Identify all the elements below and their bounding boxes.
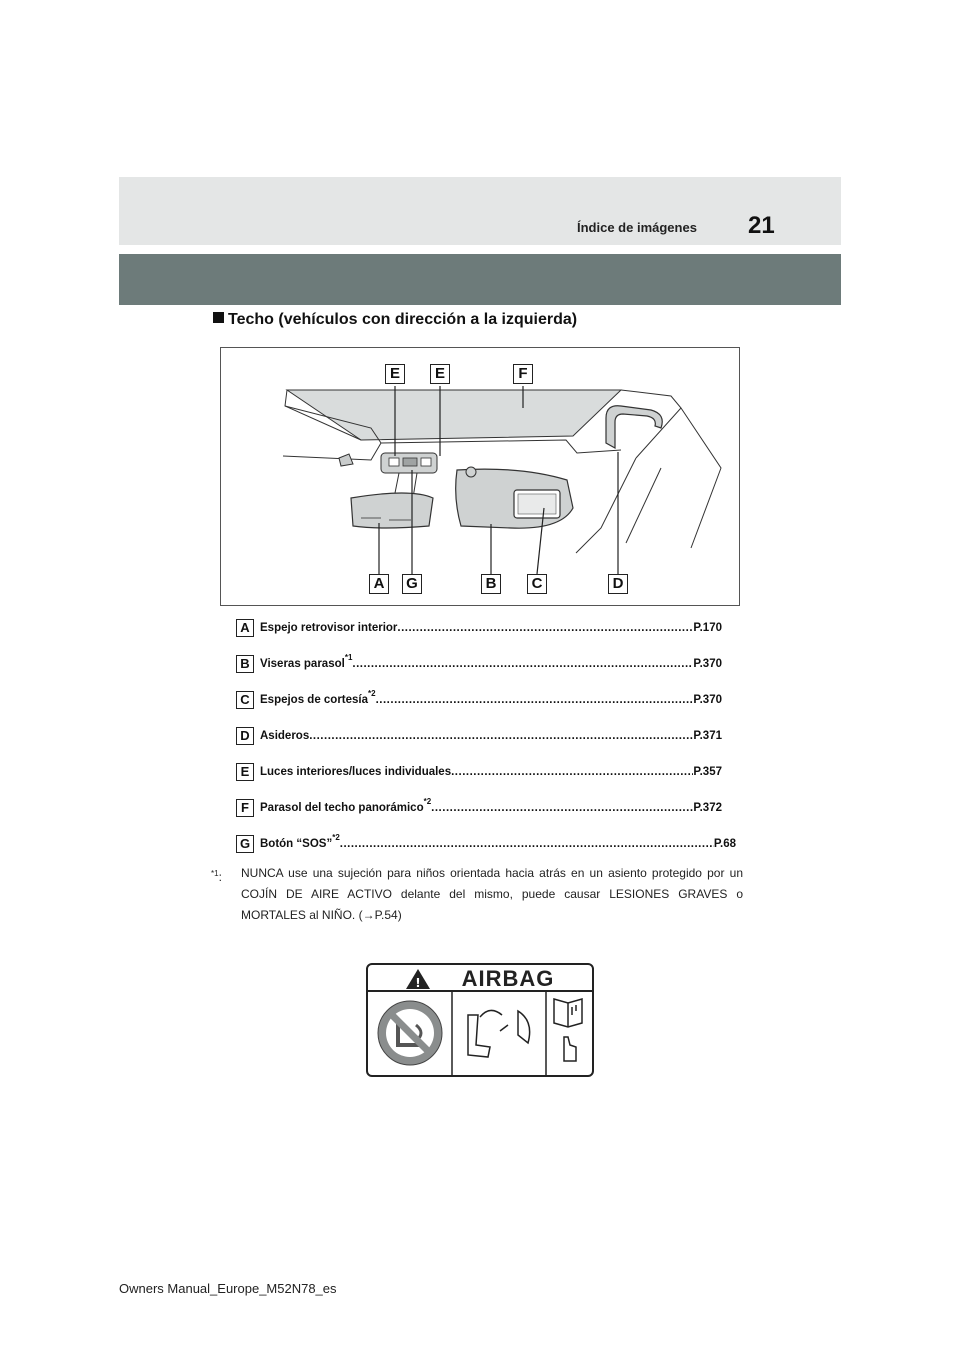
legend-text: Parasol del techo panorámico [260,802,424,814]
callout-e-right: E [430,364,450,384]
callout-g: G [402,574,422,594]
roof-figure [220,347,740,606]
legend-page-ref[interactable]: P.370 [693,658,722,670]
footer-text: Owners Manual_Europe_M52N78_es [119,1281,337,1296]
legend-text: Asideros [260,730,310,742]
header-band [119,177,841,245]
footnote-mark: $^{*1}$: [211,869,222,884]
legend-item [236,835,736,855]
arrow-icon: → [362,908,375,922]
section-title: Índice de imágenes [577,220,697,235]
subsection-heading [213,311,577,329]
airbag-warning-label [366,963,594,1077]
legend-page-ref[interactable]: P.357 [693,766,722,778]
square-bullet-icon [213,312,224,323]
seat-airbag-icon [468,1010,530,1057]
legend-letter: C [236,691,254,709]
legend-letter: F [236,799,254,817]
footnote-text: NUNCA use una sujeción para niños orientada hacia atrás en un asiento protegido por un COJÍN DE AIRE ACTIVO delante del mismo, puede causar LESIONES GRAVES o MORTALES al NIÑO. (→P.54) [241,866,743,922]
legend-item [236,799,722,819]
legend-letter: A [236,619,254,637]
legend-page-ref[interactable]: P.370 [693,694,722,706]
legend-page-ref[interactable]: P.68 [713,838,736,850]
legend-footnote-mark: *2 [423,797,432,806]
callout-a: A [369,574,389,594]
no-rear-facing-seat-icon [378,1001,442,1065]
warning-mark: ! [415,976,421,990]
callout-f: F [513,364,533,384]
header-dark-band [119,254,841,305]
legend-item [236,763,722,783]
legend-letter: E [236,763,254,781]
legend-letter: B [236,655,254,673]
legend-footnote-mark: *1 [344,653,353,662]
legend-letter: G [236,835,254,853]
legend-footnote-mark: *2 [332,833,340,842]
legend-item [236,655,722,675]
footnote-page-ref[interactable]: P.54 [374,908,398,922]
legend-text: Espejos de cortesía [260,694,369,706]
callout-d: D [608,574,628,594]
subsection-title: Techo (vehículos con dirección a la izquierda) [228,311,578,328]
legend-page-ref[interactable]: P.170 [693,622,722,634]
read-manual-icon [554,999,582,1061]
footnote [211,863,743,926]
callout-b: B [481,574,501,594]
legend-text: Viseras parasol [260,658,345,670]
legend-item [236,691,722,711]
legend-item [236,727,722,747]
legend-item [236,619,722,639]
airbag-label-graphic [368,965,592,1075]
callout-c: C [527,574,547,594]
callout-e-left: E [385,364,405,384]
legend-page-ref[interactable]: P.372 [693,802,722,814]
legend-page-ref[interactable]: P.371 [693,730,722,742]
airbag-title: AIRBAG [461,966,555,991]
legend-text: Espejo retrovisor interior [260,622,398,634]
roof-illustration [221,348,741,607]
legend-text: Luces interiores/luces individuales [260,766,452,778]
legend-footnote-mark: *2 [368,689,376,698]
legend-letter: D [236,727,254,745]
page-number: 21 [748,212,775,239]
legend-text: Botón “SOS” [260,838,333,850]
